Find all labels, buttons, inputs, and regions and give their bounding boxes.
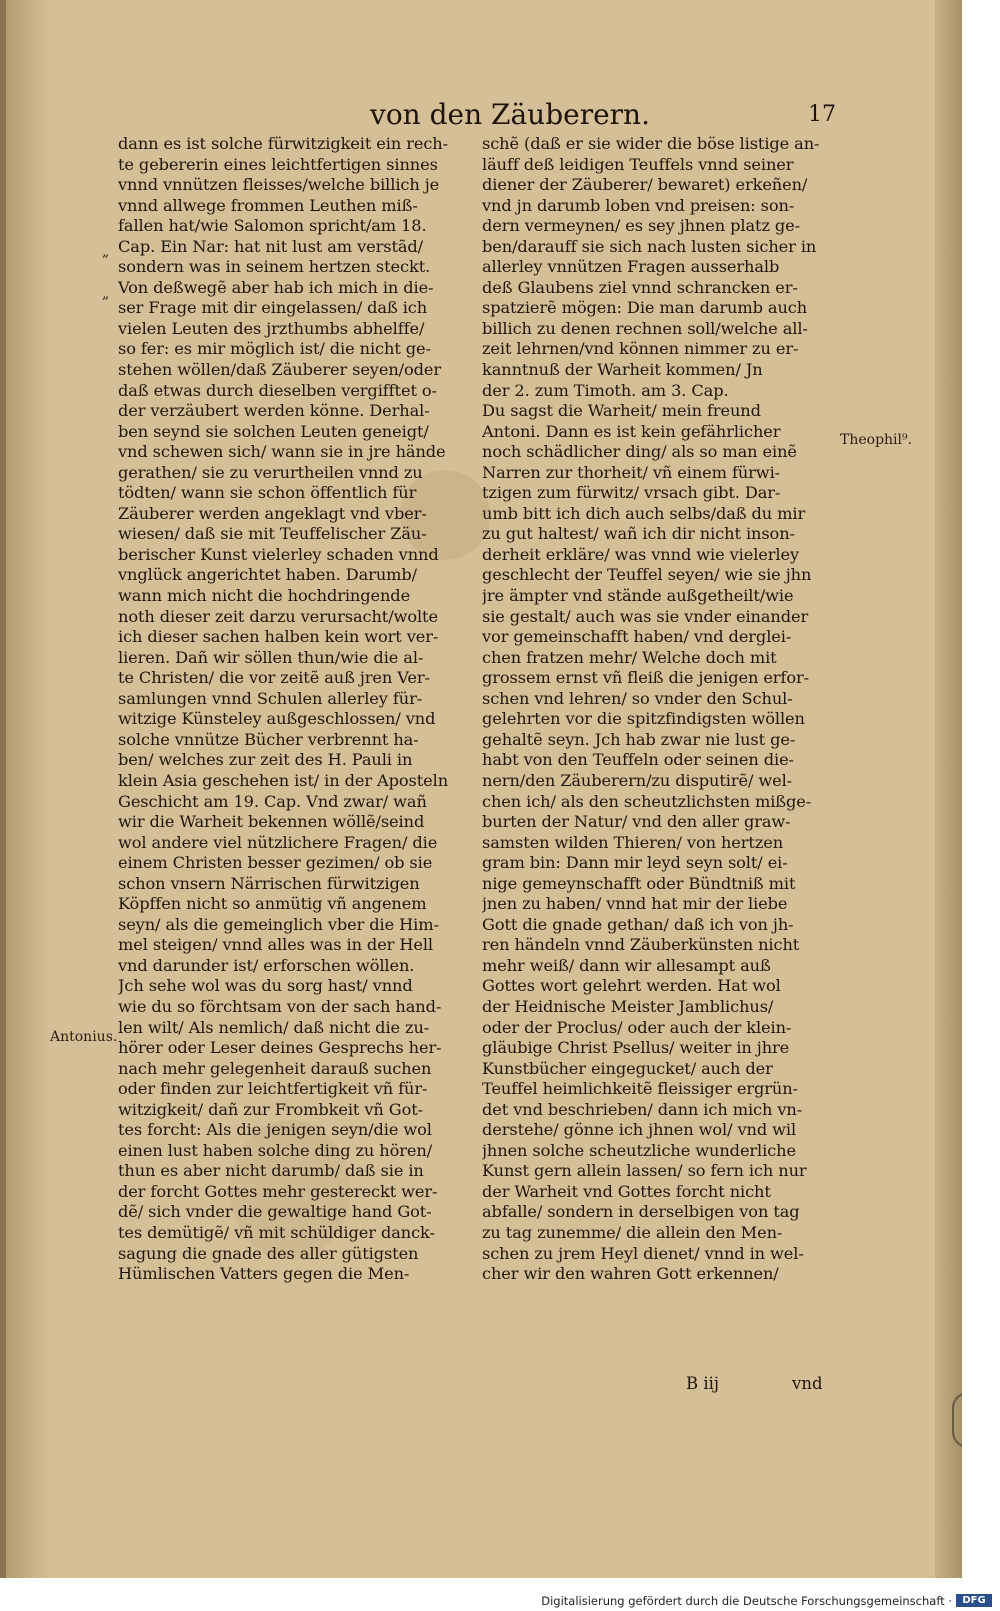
- text-line: dann es ist solche fürwitzigkeit ein rech-: [118, 134, 449, 153]
- text-line: Du sagst die Warheit/ mein freund: [482, 401, 761, 421]
- text-line: habt von den Teuffeln oder seinen die-: [482, 750, 794, 770]
- text-line: der 2. zum Timoth. am 3. Cap.: [482, 380, 729, 400]
- text-line: diener der Zäuberer/ bewaret) erkeñen/: [482, 175, 808, 195]
- text-line: derheit erkläre/ was vnnd wie vielerley: [482, 544, 800, 564]
- text-line: len wilt/ Als nemlich/ daß nicht die zu-: [118, 1017, 430, 1037]
- left-text-column: [118, 134, 468, 1285]
- text-line: schon vnsern Närrischen fürwitzigen: [118, 873, 420, 893]
- text-line: sie gestalt/ auch was sie vnder einander: [482, 606, 809, 626]
- text-line: wol andere viel nützlichere Fragen/ die: [118, 832, 438, 852]
- text-line: jre ämpter vnd stände außgetheilt/wie: [482, 586, 794, 606]
- text-line: umb bitt ich dich auch selbs/daß du mir: [482, 503, 806, 523]
- text-line: Cap. Ein Nar: hat nit lust am verstãd/: [118, 236, 424, 256]
- text-line: chen ich/ als den scheutzlichsten mißge-: [482, 791, 812, 811]
- signature-mark: B iij: [686, 1374, 720, 1393]
- text-line: Narren zur thorheit/ vñ einem fürwi-: [482, 462, 781, 482]
- text-line: einen lust haben solche ding zu hören/: [118, 1140, 433, 1160]
- text-line: thun es aber nicht darumb/ daß sie in: [118, 1161, 424, 1181]
- text-line: gehaltẽ seyn. Jch hab zwar nie lust ge-: [482, 729, 796, 749]
- text-line: der verzäubert werden könne. Derhal-: [118, 401, 430, 421]
- text-line: tes demütigẽ/ vñ mit schüldiger danck-: [118, 1222, 435, 1242]
- text-line: schẽ (daß er sie wider die böse listige an-: [482, 134, 820, 153]
- text-line: vnd jn darumb loben vnd preisen: son-: [482, 195, 795, 215]
- text-line: jhnen solche scheutzliche wunderliche: [482, 1140, 796, 1160]
- text-line: gerathen/ sie zu verurtheilen vnnd zu: [118, 462, 423, 482]
- text-line: Hümlischen Vatters gegen die Men-: [118, 1264, 410, 1284]
- text-line: jnen zu haben/ vnnd hat mir der liebe: [482, 894, 788, 914]
- text-line: billich zu denen rechnen soll/welche all-: [482, 318, 808, 338]
- text-line: schen vnd lehren/ so vnder den Schul-: [482, 688, 793, 708]
- text-line: vnnd allwege frommen Leuthen miß-: [118, 195, 418, 215]
- text-line: ser Frage mit dir eingelassen/ daß ich: [118, 298, 428, 318]
- text-line: ben/ welches zur zeit des H. Pauli in: [118, 750, 413, 770]
- text-line: Geschicht am 19. Cap. Vnd zwar/ wañ: [118, 791, 427, 811]
- text-line: oder finden zur leichtfertigkeit vñ für-: [118, 1079, 428, 1099]
- text-line: tödten/ wann sie schon öffentlich für: [118, 483, 417, 503]
- text-line: ben seynd sie solchen Leuten geneigt/: [118, 421, 429, 441]
- text-line: gläubige Christ Psellus/ weiter in jhre: [482, 1038, 790, 1058]
- text-line: Köpffen nicht so anmütig vñ angenem: [118, 894, 427, 914]
- text-line: kanntnuß der Warheit kommen/ Jn: [482, 360, 763, 380]
- text-line: Gott die gnade gethan/ daß ich von jh-: [482, 914, 794, 934]
- text-line: vnd schewen sich/ wann sie in jre hände: [118, 442, 446, 462]
- text-line: Von deßwegẽ aber hab ich mich in die-: [118, 277, 434, 297]
- text-line: dern vermeynen/ es sey jhnen platz ge-: [482, 216, 801, 236]
- text-line: Kunstbücher eingegucket/ auch der: [482, 1058, 773, 1078]
- text-line: so fer: es mir möglich ist/ die nicht ge-: [118, 339, 431, 359]
- text-line: zu tag zunemme/ die allein den Men-: [482, 1222, 783, 1242]
- text-line: mehr weiß/ dann wir allesampt auß: [482, 955, 771, 975]
- text-line: Teuffel heimlichkeitẽ fleissiger ergrün-: [482, 1079, 798, 1099]
- text-line: zeit lehrnen/vnd können nimmer zu er-: [482, 339, 799, 359]
- text-line: ren händeln vnnd Zäuberkünsten nicht: [482, 935, 800, 955]
- text-line: wir die Warheit bekennen wöllẽ/seind: [118, 812, 425, 832]
- text-line: abfalle/ sondern in derselbigen von tag: [482, 1202, 800, 1222]
- text-line: cher wir den wahren Gott erkennen/: [482, 1264, 779, 1284]
- text-line: daß etwas durch dieselben vergifftet o-: [118, 380, 437, 400]
- text-line: wie du so förchtsam von der sach hand-: [118, 996, 442, 1016]
- text-line: gelehrten vor die spitzfindigsten wöllen: [482, 709, 805, 729]
- text-line: vielen Leuten des jrzthumbs abhelffe/: [118, 318, 425, 338]
- text-line: samlungen vnnd Schulen allerley für-: [118, 688, 423, 708]
- text-line: noch schädlicher ding/ als so man einẽ: [482, 442, 797, 462]
- text-line: witzige Künsteley außgeschlossen/ vnd: [118, 709, 436, 729]
- text-line: det vnd beschrieben/ dann ich mich vn-: [482, 1099, 803, 1119]
- text-line: derstehe/ gönne ich jhnen wol/ vnd wil: [482, 1120, 797, 1140]
- margin-quote-mark: „: [102, 286, 110, 302]
- page-right-edge: [935, 0, 962, 1578]
- text-line: noth dieser zeit darzu verursacht/wolte: [118, 606, 438, 626]
- text-line: tes forcht: Als die jenigen seyn/die wol: [118, 1120, 432, 1140]
- text-line: deß Glaubens ziel vnnd schrancken er-: [482, 277, 798, 297]
- text-line: vnnd vnnützen fleisses/welche billich je: [118, 175, 440, 195]
- running-header: von den Zäuberern.: [370, 98, 650, 131]
- text-line: Jch sehe wol was du sorg hast/ vnnd: [118, 976, 413, 996]
- text-line: gram bin: Dann mir leyd seyn solt/ ei-: [482, 853, 788, 873]
- bookmark-tab: [952, 1392, 962, 1448]
- text-line: dẽ/ sich vnder die gewaltige hand Got-: [118, 1202, 432, 1222]
- text-line: Zäuberer werden angeklagt vnd vber-: [118, 503, 427, 523]
- text-line: geschlecht der Teuffel seyen/ wie sie jhn: [482, 565, 812, 585]
- text-line: fallen hat/wie Salomon spricht/am 18.: [118, 216, 427, 236]
- text-line: grossem ernst vñ fleiß die jenigen erfor-: [482, 668, 809, 688]
- right-text-column: [482, 134, 822, 1285]
- text-line: der Warheit vnd Gottes forcht nicht: [482, 1181, 771, 1201]
- text-line: allerley vnnützen Fragen ausserhalb: [482, 257, 780, 277]
- text-line: klein Asia geschehen ist/ in der Aposteln: [118, 770, 449, 790]
- text-line: chen fratzen mehr/ Welche doch mit: [482, 647, 777, 667]
- margin-speaker-antonius: Antonius.: [50, 1029, 118, 1045]
- text-line: einem Christen besser gezimen/ ob sie: [118, 853, 433, 873]
- text-line: oder der Proclus/ oder auch der klein-: [482, 1017, 792, 1037]
- text-line: nern/den Zäuberern/zu disputirẽ/ wel-: [482, 770, 793, 790]
- text-line: Gottes wort gelehrt werden. Hat wol: [482, 976, 781, 996]
- text-line: te gebererin eines leichtfertigen sinnes: [118, 154, 438, 174]
- text-line: tzigen zum fürwitz/ vrsach gibt. Dar-: [482, 483, 781, 503]
- text-line: zu gut haltest/ wañ ich dir nicht inson-: [482, 524, 795, 544]
- text-line: solche vnnütze Bücher verbrennt ha-: [118, 729, 419, 749]
- dfg-logo: DFG: [956, 1594, 992, 1607]
- text-line: ich dieser sachen halben kein wort ver-: [118, 627, 439, 647]
- text-line: seyn/ als die gemeinglich vber die Him-: [118, 914, 439, 934]
- text-line: mel steigen/ vnnd alles was in der Hell: [118, 935, 434, 955]
- text-line: berischer Kunst vielerley schaden vnnd: [118, 544, 439, 564]
- text-line: Antoni. Dann es ist kein gefährlicher: [482, 421, 781, 441]
- text-line: vor gemeinschafft haben/ vnd derglei-: [482, 627, 792, 647]
- text-line: lieren. Dañ wir söllen thun/wie die al-: [118, 647, 424, 667]
- catchword: vnd: [792, 1374, 823, 1393]
- text-line: te Christen/ die vor zeitẽ auß jren Ver-: [118, 668, 430, 688]
- digitization-credit: Digitalisierung gefördert durch die Deutsche Forschungsgemeinschaft ·: [541, 1594, 952, 1608]
- folio-number: 17: [808, 102, 836, 127]
- text-line: vnd darunder ist/ erforschen wöllen.: [118, 955, 415, 975]
- text-line: wann mich nicht die hochdringende: [118, 586, 411, 606]
- text-line: der Heidnische Meister Jamblichus/: [482, 996, 774, 1016]
- text-line: wiesen/ daß sie mit Teuffelischer Zäu-: [118, 524, 427, 544]
- text-line: ben/darauff sie sich nach lusten sicher in: [482, 236, 817, 256]
- text-line: hörer oder Leser deines Gesprechs her-: [118, 1038, 442, 1058]
- text-line: sagung die gnade des aller gütigsten: [118, 1243, 419, 1263]
- text-line: samsten wilden Thieren/ von hertzen: [482, 832, 784, 852]
- text-line: der forcht Gottes mehr gestereckt wer-: [118, 1181, 438, 1201]
- text-line: burten der Natur/ vnd den aller graw-: [482, 812, 791, 832]
- text-line: spatzierẽ mögen: Die man darumb auch: [482, 298, 808, 318]
- text-line: vnglück angerichtet haben. Darumb/: [118, 565, 418, 585]
- text-line: witzigkeit/ dañ zur Frombkeit vñ Got-: [118, 1099, 424, 1119]
- margin-quote-mark: „: [102, 244, 110, 260]
- text-line: Kunst gern allein lassen/ so fern ich nur: [482, 1161, 807, 1181]
- text-line: läuff deß leidigen Teuffels vnnd seiner: [482, 154, 794, 174]
- margin-speaker-theophilus: Theophil⁹.: [840, 432, 913, 448]
- text-line: stehen wöllen/daß Zäuberer seyen/oder: [118, 360, 442, 380]
- text-line: sondern was in seinem hertzen steckt.: [118, 257, 431, 277]
- text-line: schen zu jrem Heyl dienet/ vnnd in wel-: [482, 1243, 804, 1263]
- text-line: nach mehr gelegenheit darauß suchen: [118, 1058, 432, 1078]
- page-gutter: [6, 0, 50, 1578]
- text-line: nige gemeynschafft oder Bündtniß mit: [482, 873, 796, 893]
